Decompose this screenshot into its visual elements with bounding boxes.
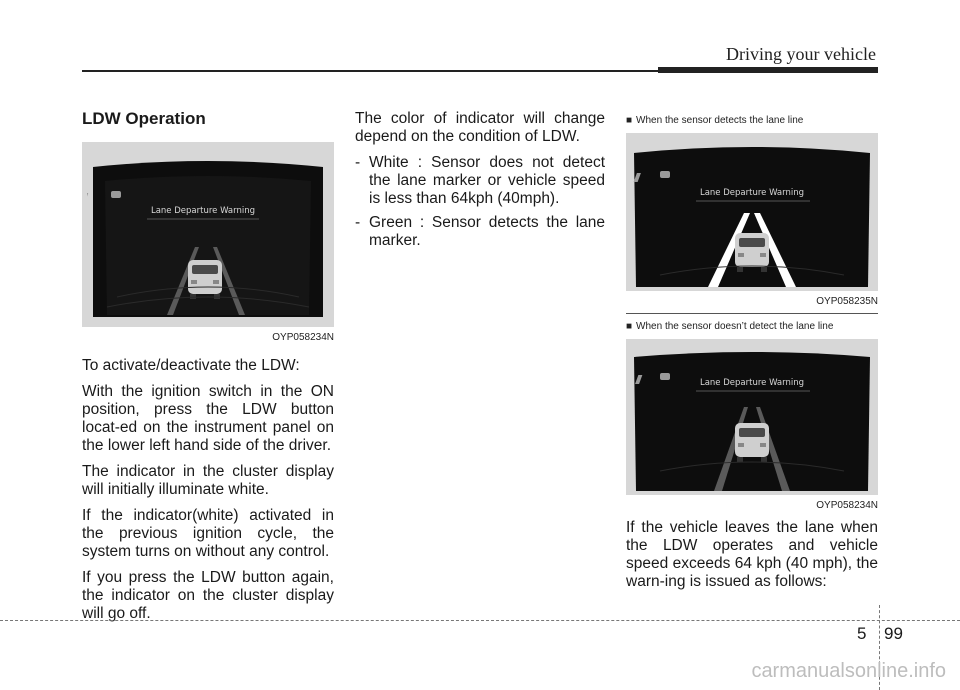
divider — [626, 313, 878, 314]
ldw-display-not-detected-illustration — [630, 343, 874, 491]
paragraph: With the ignition switch in the ON position, press the LDW button locat-ed on the instrument panel on the lower left hand side of the driver. — [82, 383, 334, 454]
figure-code: OYP058234N — [816, 500, 878, 511]
ldw-figure — [82, 142, 334, 327]
screen-text: Lane Departure Warning — [150, 206, 256, 216]
watermark: carmanualsonline.info — [751, 660, 946, 682]
chapter-number: 5 — [857, 624, 867, 643]
header-title: Driving your vehicle — [726, 44, 876, 64]
list-item: - White : Sensor does not detect the lane marker or vehicle speed is less than 64kph (40mph). — [355, 154, 605, 207]
column-3 — [626, 112, 878, 599]
car-icon — [188, 260, 222, 299]
footer-divider — [0, 620, 960, 621]
figure-caption: ■ When the sensor detects the lane line — [626, 112, 878, 130]
paragraph: If you press the LDW button again, the indicator on the cluster display will go off. — [82, 569, 334, 622]
car-icon — [735, 423, 769, 462]
paragraph: To activate/deactivate the LDW: — [82, 357, 300, 374]
paragraph: The color of indicator will change depend on the condition of LDW. — [355, 110, 605, 145]
figure-caption: ■ When the sensor doesn’t detect the lane line — [626, 318, 878, 336]
figure-code: OYP058234N — [272, 332, 334, 343]
ldw-figure-not-detected — [626, 339, 878, 495]
caption-marker: ■ — [626, 115, 633, 126]
header-rule-accent — [658, 67, 878, 73]
paragraph: The indicator in the cluster display will initially illuminate white. — [82, 463, 334, 498]
caption-marker: ■ — [626, 321, 633, 332]
screen-text: Lane Departure Warning — [699, 188, 805, 198]
column-2 — [355, 110, 605, 256]
ldw-display-illustration — [87, 147, 329, 322]
paragraph: If the indicator(white) activated in the previous ignition cycle, the system turns on without any control. — [82, 507, 334, 560]
ldw-figure-detected — [626, 133, 878, 291]
screen-text: Lane Departure Warning — [699, 378, 805, 388]
paragraph: If the vehicle leaves the lane when the LDW operates and vehicle speed exceeds 64 kph (40 mph), the warn-ing is issued as follows: — [626, 519, 878, 590]
ldw-display-detected-illustration — [630, 137, 874, 287]
header-rule — [82, 70, 658, 72]
column-1 — [82, 110, 334, 631]
figure-code: OYP058235N — [816, 296, 878, 307]
list-item: - Green : Sensor detects the lane marker. — [355, 214, 605, 249]
page-number: 99 — [884, 624, 903, 643]
section-title: LDW Operation — [82, 109, 206, 128]
